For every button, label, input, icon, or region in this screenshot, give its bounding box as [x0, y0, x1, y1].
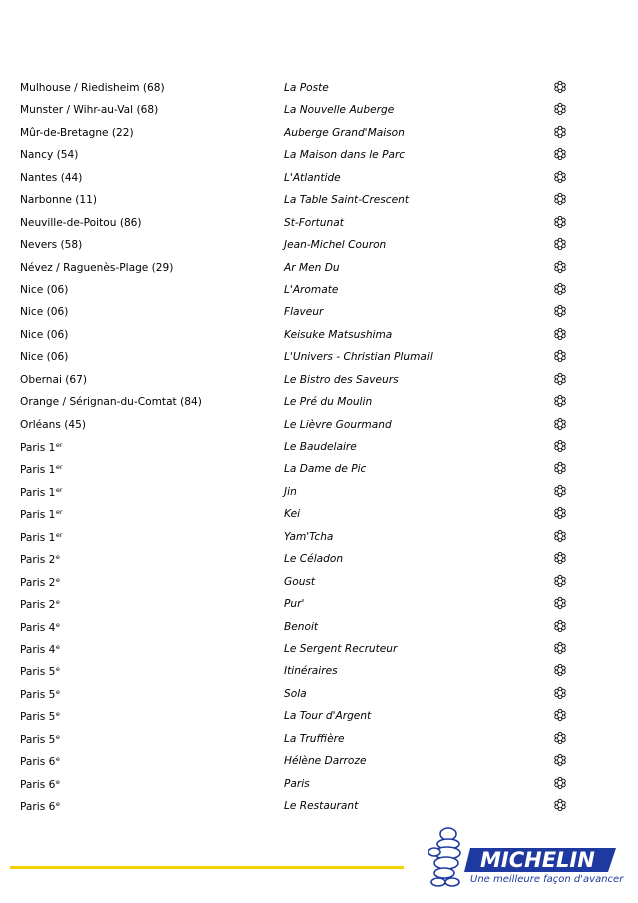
list-item — [0, 772, 638, 794]
list-item — [0, 143, 638, 165]
list-item — [0, 615, 638, 637]
michelin-star-icon — [553, 663, 567, 677]
city-name: Paris 2e — [20, 575, 60, 589]
list-item — [0, 300, 638, 322]
bibendum-icon — [428, 828, 460, 886]
restaurant-name: Paris — [284, 777, 310, 790]
restaurant-name: L'Atlantide — [284, 171, 341, 184]
arrondissement-suffix: e — [55, 553, 60, 562]
arrondissement-suffix: e — [55, 710, 60, 719]
city-name: Névez / Raguenès-Plage (29) — [20, 261, 174, 274]
tagline: Une meilleure façon d'avancer — [470, 874, 624, 885]
michelin-star-icon — [553, 641, 567, 655]
restaurant-name: Le Sergent Recruteur — [284, 642, 398, 655]
city-name: Paris 6e — [20, 800, 60, 813]
michelin-star-icon — [553, 506, 567, 520]
city-name: Paris 2e — [20, 598, 60, 612]
city-name: Paris 4e — [20, 620, 60, 634]
list-item — [0, 345, 638, 367]
restaurant-name: La Table Saint-Crescent — [284, 194, 410, 207]
restaurant-name: Auberge Grand'Maison — [284, 126, 405, 139]
list-item — [0, 794, 638, 816]
city-name: Munster / Wihr-au-Val (68) — [20, 104, 159, 117]
michelin-star-icon — [553, 753, 567, 767]
list-item — [0, 547, 638, 569]
list-item — [0, 368, 638, 390]
city-name: Paris 2e — [20, 553, 60, 567]
michelin-star-icon — [553, 461, 567, 475]
city-name: Neuville-de-Poitou (86) — [20, 216, 142, 229]
list-item — [0, 502, 638, 524]
restaurant-name: Sola — [284, 687, 307, 700]
michelin-star-icon — [553, 551, 567, 565]
michelin-star-icon — [553, 125, 567, 139]
restaurant-name: Yam'Tcha — [284, 530, 334, 543]
michelin-star-icon — [553, 596, 567, 610]
arrondissement-suffix: er — [55, 463, 63, 472]
city-name: Paris 4e — [20, 642, 60, 656]
list-item — [0, 637, 638, 659]
restaurant-name: Le Pré du Moulin — [284, 396, 373, 409]
list-item — [0, 390, 638, 412]
michelin-star-icon — [553, 260, 567, 274]
city-name: Orléans (45) — [20, 418, 86, 431]
michelin-star-icon — [553, 776, 567, 790]
michelin-star-icon — [553, 372, 567, 386]
restaurant-name: Le Baudelaire — [284, 441, 357, 453]
restaurant-name: La Tour d'Argent — [284, 710, 372, 723]
michelin-star-icon — [553, 484, 567, 498]
city-name: Nice (06) — [20, 283, 69, 296]
restaurant-name: St-Fortunat — [284, 216, 344, 229]
restaurant-name: L'Univers - Christian Plumail — [284, 351, 433, 364]
city-name: Paris 1er — [20, 530, 63, 544]
list-item — [0, 76, 638, 98]
restaurant-name: Hélène Darroze — [284, 755, 367, 768]
restaurant-name: Flaveur — [284, 306, 324, 319]
city-name: Nevers (58) — [20, 239, 83, 252]
restaurant-name: La Poste — [284, 82, 329, 94]
michelin-star-icon — [553, 574, 567, 588]
michelin-star-icon — [553, 327, 567, 341]
city-name: Paris 1er — [20, 441, 63, 454]
list-item — [0, 211, 638, 233]
restaurant-name: Le Céladon — [284, 553, 344, 566]
michelin-star-icon — [553, 349, 567, 363]
restaurant-name: Keisuke Matsushima — [284, 328, 393, 341]
city-name: Paris 6e — [20, 777, 60, 791]
city-name: Narbonne (11) — [20, 194, 98, 207]
footer-rule — [10, 866, 404, 869]
arrondissement-suffix: er — [55, 508, 63, 517]
michelin-star-icon — [553, 798, 567, 812]
city-name: Paris 5e — [20, 710, 60, 724]
restaurant-name: Jin — [284, 485, 297, 498]
city-name: Nantes (44) — [20, 171, 83, 184]
michelin-star-icon — [553, 304, 567, 318]
city-name: Paris 5e — [20, 665, 60, 679]
restaurant-name: Pur' — [284, 598, 305, 611]
michelin-star-icon — [553, 170, 567, 184]
michelin-star-icon — [553, 282, 567, 296]
restaurant-name: La Maison dans le Parc — [284, 149, 406, 162]
list-item — [0, 121, 638, 143]
restaurant-name: Jean-Michel Couron — [284, 239, 387, 252]
list-item — [0, 525, 638, 547]
arrondissement-suffix: e — [55, 800, 60, 808]
city-name: Orange / Sérignan-du-Comtat (84) — [20, 396, 202, 409]
list-item — [0, 457, 638, 479]
michelin-star-icon — [553, 394, 567, 408]
arrondissement-suffix: e — [55, 732, 60, 741]
city-name: Paris 5e — [20, 687, 60, 701]
restaurant-name: Le Restaurant — [284, 800, 359, 812]
city-name: Nice (06) — [20, 306, 69, 319]
city-name: Nice (06) — [20, 328, 69, 341]
restaurant-name: La Dame de Pic — [284, 463, 367, 476]
city-name: Mûr-de-Bretagne (22) — [20, 126, 134, 139]
restaurant-name: Ar Men Du — [284, 261, 340, 274]
michelin-star-icon — [553, 80, 567, 94]
list-item — [0, 413, 638, 435]
list-item — [0, 233, 638, 255]
michelin-wordmark: MICHELIN — [480, 848, 595, 872]
arrondissement-suffix: e — [55, 620, 60, 629]
restaurant-name: La Truffière — [284, 732, 345, 745]
list-item — [0, 682, 638, 704]
michelin-star-icon — [553, 731, 567, 745]
michelin-star-icon — [553, 417, 567, 431]
city-name: Paris 6e — [20, 755, 60, 769]
list-item — [0, 435, 638, 457]
list-item — [0, 480, 638, 502]
city-name: Paris 5e — [20, 732, 60, 746]
michelin-star-icon — [553, 529, 567, 543]
michelin-star-icon — [553, 708, 567, 722]
restaurant-name: Le Bistro des Saveurs — [284, 373, 399, 386]
arrondissement-suffix: e — [55, 642, 60, 651]
list-item — [0, 749, 638, 771]
arrondissement-suffix: e — [55, 777, 60, 786]
list-item — [0, 188, 638, 210]
arrondissement-suffix: e — [55, 755, 60, 764]
restaurant-name: Goust — [284, 575, 316, 588]
michelin-star-icon — [553, 215, 567, 229]
arrondissement-suffix: e — [55, 598, 60, 607]
city-name: Nice (06) — [20, 351, 69, 364]
city-name: Paris 1er — [20, 508, 63, 522]
city-name: Paris 1er — [20, 485, 63, 499]
arrondissement-suffix: e — [55, 575, 60, 584]
list-item — [0, 166, 638, 188]
city-name: Mulhouse / Riedisheim (68) — [20, 82, 165, 94]
list-item — [0, 323, 638, 345]
michelin-star-icon — [553, 102, 567, 116]
michelin-star-icon — [553, 192, 567, 206]
michelin-star-icon — [553, 147, 567, 161]
list-item — [0, 570, 638, 592]
restaurant-name: La Nouvelle Auberge — [284, 104, 395, 117]
restaurant-list — [0, 76, 638, 816]
list-item — [0, 727, 638, 749]
michelin-star-icon — [553, 619, 567, 633]
michelin-star-icon — [553, 237, 567, 251]
arrondissement-suffix: e — [55, 687, 60, 696]
restaurant-name: L'Aromate — [284, 283, 339, 296]
michelin-star-icon — [553, 686, 567, 700]
city-name: Obernai (67) — [20, 373, 88, 386]
arrondissement-suffix: er — [55, 485, 63, 494]
restaurant-name: Benoit — [284, 620, 319, 633]
restaurant-name: Itinéraires — [284, 665, 338, 678]
city-name: Nancy (54) — [20, 149, 79, 162]
arrondissement-suffix: er — [55, 441, 63, 449]
city-name: Paris 1er — [20, 463, 63, 477]
restaurant-name: Le Lièvre Gourmand — [284, 418, 392, 431]
arrondissement-suffix: e — [55, 665, 60, 674]
list-item — [0, 278, 638, 300]
list-item — [0, 98, 638, 120]
list-item — [0, 704, 638, 726]
restaurant-name: Kei — [284, 508, 301, 521]
list-item — [0, 592, 638, 614]
list-item — [0, 256, 638, 278]
list-item — [0, 659, 638, 681]
arrondissement-suffix: er — [55, 530, 63, 539]
michelin-star-icon — [553, 439, 567, 453]
